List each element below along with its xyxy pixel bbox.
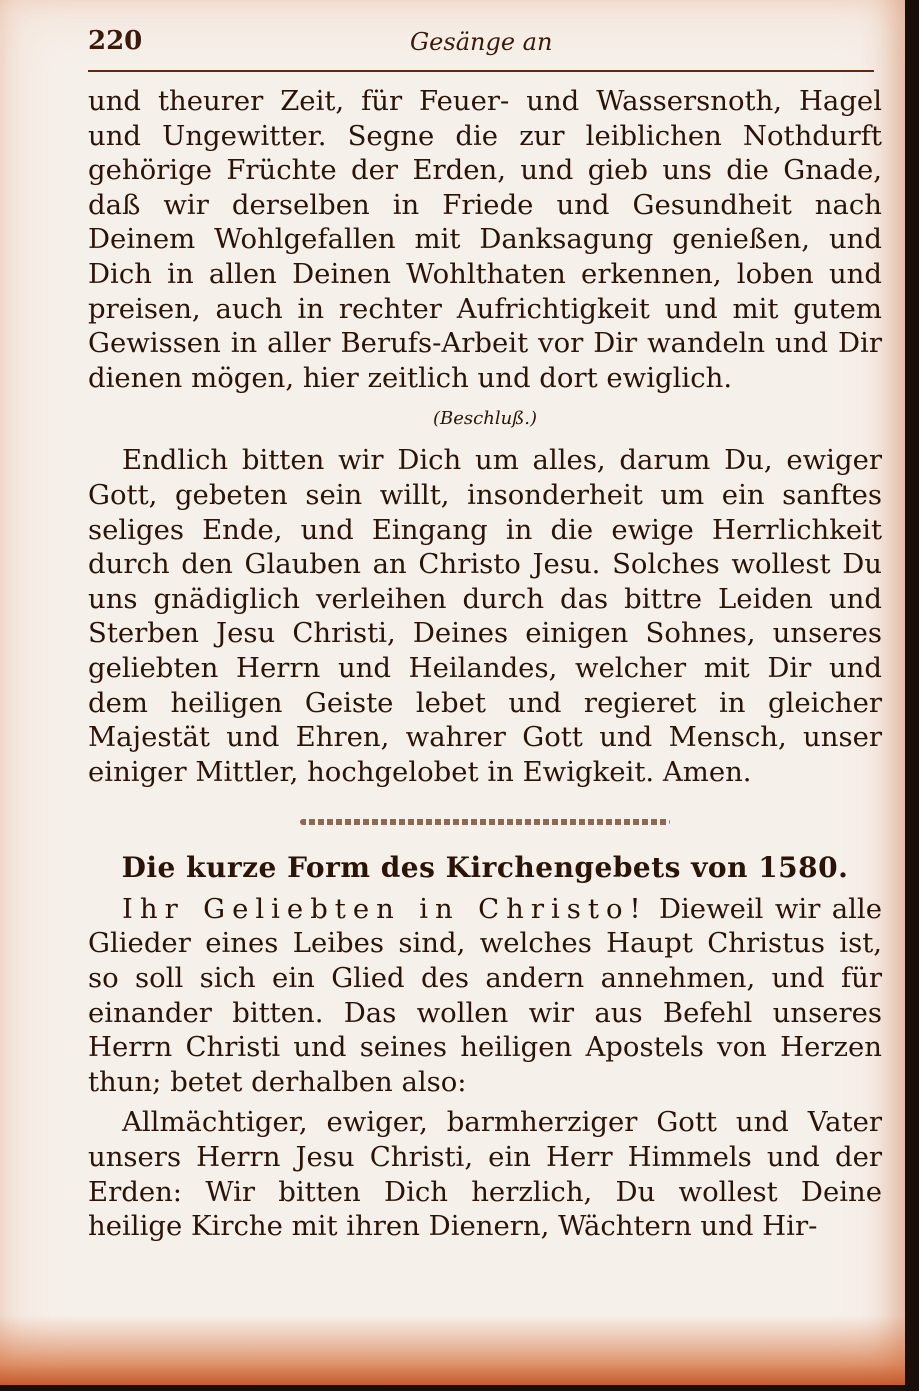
conclusion-label: (Beschluß.) <box>433 408 537 430</box>
page-number: 220 <box>88 26 143 56</box>
paragraph-prayer-start: Allmächtiger, ewiger, barmherziger Gott und Vater unsers Herrn Jesu Christi, ein Herr Himmels und der Erden: Wir bitten Dich herzlich, Du wollest Deine heilige Kirche mit ihren Dienern, Wächtern und Hir- <box>88 1106 882 1243</box>
body-text <box>88 84 882 1244</box>
header-rule <box>88 70 874 72</box>
ornamental-divider <box>300 819 670 825</box>
paragraph-address <box>88 892 882 1100</box>
address-text: Dieweil wir alle Glieder eines Leibes sind, welches Haupt Christus ist, so soll sich ein Glied des andern annehmen, und für einander bitten. Das wollen wir aus Befehl unseres Herrn Christi und seines heiligen Apostels von Herzen thun; betet derhalben also: <box>88 892 882 1098</box>
running-title: Gesänge an <box>410 28 553 56</box>
section-heading: Die kurze Form des Kirchengebets von 1580. <box>121 851 849 885</box>
spaced-salutation: Ihr Geliebten in Christo! <box>122 892 648 925</box>
running-head <box>88 24 875 64</box>
paragraph-conclusion: Endlich bitten wir Dich um alles, darum Du, ewiger Gott, gebeten sein willt, insonderheit um ein sanftes seliges Ende, und Eingang in die ewige Herrlichkeit durch den Glauben an Christo Jesu. Solches wollest Du uns gnädiglich verleihen durch das bittre Leiden und Sterben Jesu Christi, Deines einigen Sohnes, unseres geliebten Herrn und Heilandes, welcher mit Dir und dem heiligen Geiste lebet und regieret in gleicher Majestät und Ehren, wahrer Gott und Mensch, unser einiger Mittler, hochgelobet in Ewigkeit. Amen. <box>88 444 882 788</box>
paragraph-prayer-continuation: und theurer Zeit, für Feuer- und Wassersnoth, Hagel und Ungewitter. Segne die zur leiblichen Nothdurft gehörige Früchte der Erden, und gieb uns die Gnade, daß wir derselben in Friede und Gesundheit nach Deinem Wohlgefallen mit Danksagung genießen, und Dich in allen Deinen Wohlthaten erkennen, loben und preisen, auch in rechter Aufrichtigkeit und mit gutem Gewissen in aller Berufs-Arbeit vor Dir wandeln und Dir dienen mögen, hier zeitlich und dort ewiglich. <box>88 85 882 394</box>
